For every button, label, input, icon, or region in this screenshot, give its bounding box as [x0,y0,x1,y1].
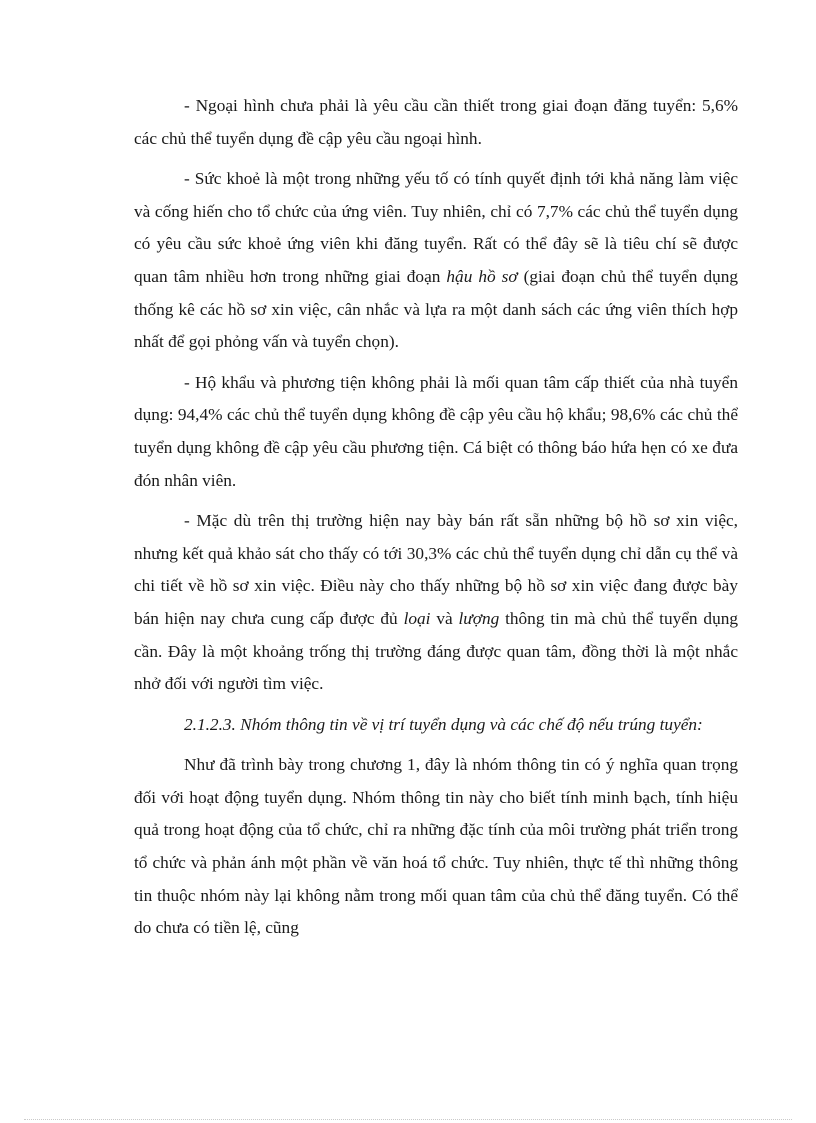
paragraph-position-info [134,749,738,945]
heading-text: 2.1.2.3. Nhóm thông tin về vị trí tuyển dụng và các chế độ nếu trúng tuyển: [184,714,703,734]
italic-term: loại [403,608,431,628]
paragraph-text: - Sức khoẻ là một trong những yếu tố có tính quyết định tới khả năng làm việc và cống hiến cho tổ chức của ứng viên. Tuy nhiên, chỉ có 7,7% các chủ thể tuyển dụng có yêu cầu sức khoẻ ứng viên khi đăng tuyển. Rất có thể đây sẽ là tiêu chí sẽ được quan tâm nhiều hơn trong những giai đoạn [134,169,738,286]
paragraph-application-file [134,505,738,701]
page-bottom-rule [24,1119,792,1120]
paragraph-health [134,163,738,359]
paragraph-text: - Hộ khẩu và phương tiện không phải là mối quan tâm cấp thiết của nhà tuyển dụng: 94,4% các chủ thể tuyển dụng không đề cập yêu cầu hộ khẩu; 98,6% các chủ thể tuyển dụng không đề cập yêu cầu phương tiện. Cá biệt có thông báo hứa hẹn có xe đưa đón nhân viên. [134,372,738,490]
paragraph-text: (giai đoạn chủ thể tuyển dụng thống kê các hồ sơ xin việc, cân nhắc và lựa ra một danh sách các ứng viên thích hợp nhất để gọi phỏng vấn và tuyển chọn). [134,266,739,352]
paragraph-text: - Ngoại hình chưa phải là yêu cầu cần thiết trong giai đoạn đăng tuyển: 5,6% các chủ thể tuyển dụng đề cập yêu cầu ngoại hình. [134,96,738,148]
italic-term: hậu hồ sơ [446,266,518,286]
body-text [134,90,738,953]
paragraph-text: - Mặc dù trên thị trường hiện nay bày bán rất sẵn những bộ hồ sơ xin việc, nhưng kết quả khảo sát cho thấy có tới 30,3% các chủ thể tuyển dụng chỉ dẫn cụ thể và chi tiết về hồ sơ xin việc. Điều này cho thấy những bộ hồ sơ xin việc đang được bày bán hiện nay chưa cung cấp được đủ [134,511,738,628]
section-heading [134,709,738,742]
paragraph-text: thông tin mà chủ thể tuyển dụng cần. Đây là một khoảng trống thị trường đáng được quan tâm, đồng thời là một nhắc nhở đối với người tìm việc. [134,608,738,694]
paragraph-residence-transport [134,367,738,497]
paragraph-text: và [430,608,459,628]
paragraph-text: Như đã trình bày trong chương 1, đây là nhóm thông tin có ý nghĩa quan trọng đối với hoạt động tuyển dụng. Nhóm thông tin này cho biết tính minh bạch, tính hiệu quả trong hoạt động của tổ chức, chỉ ra những đặc tính của môi trường phát triển trong tổ chức và phản ánh một phần về văn hoá tổ chức. Tuy nhiên, thực tế thì những thông tin thuộc nhóm này lại không nằm trong mối quan tâm của chủ thể đăng tuyển. Có thể do chưa có tiền lệ, cũng [134,755,738,938]
paragraph-appearance [134,90,738,155]
italic-term: lượng [458,608,500,628]
